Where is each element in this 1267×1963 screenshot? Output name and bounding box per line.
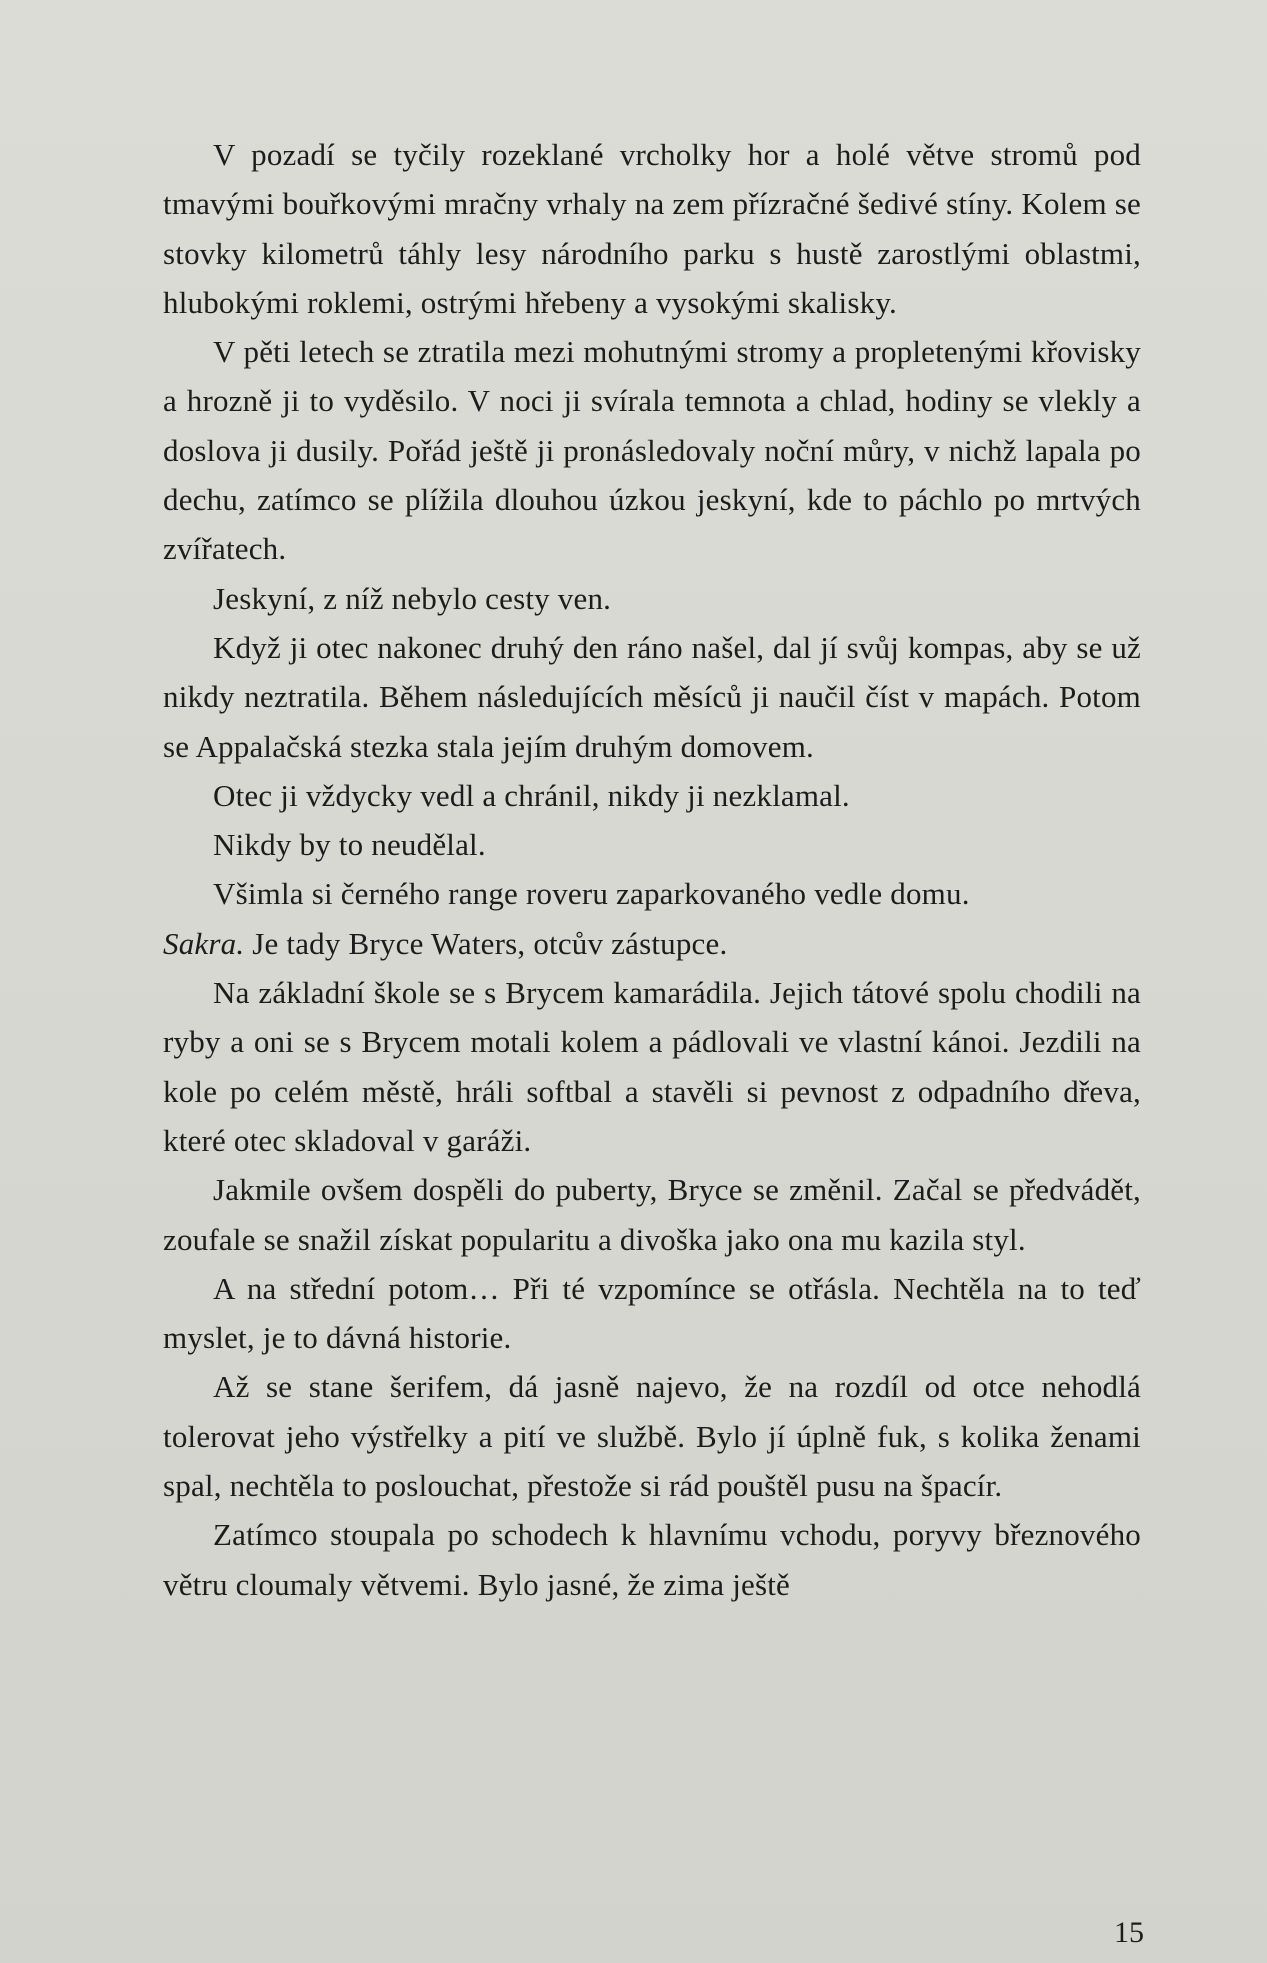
- paragraph-12: Až se stane šerifem, dá jasně najevo, že na rozdíl od otce nehodlá tolerovat jeho výstřelky a pití ve službě. Bylo jí úplně fuk, s kolika ženami spal, nechtěla to poslouchat, přestože si rád pouštěl pusu na špacír.: [163, 1369, 1141, 1504]
- body-text: [163, 130, 1141, 1609]
- paragraph-13: Zatímco stoupala po schodech k hlavnímu vchodu, poryvy březnového větru cloumaly větvemi. Bylo jasné, že zima ještě: [163, 1517, 1141, 1602]
- paragraph-5: Otec ji vždycky vedl a chránil, nikdy ji nezklamal.: [213, 777, 850, 813]
- paragraph-4: Když ji otec nakonec druhý den ráno našel, dal jí svůj kompas, aby se už nikdy neztratila. Během následujících měsíců ji naučil číst v mapách. Potom se Appalačská stezka stala jejím druhým domovem.: [163, 629, 1141, 764]
- paragraph-8: [163, 919, 1141, 968]
- paragraph-3: Jeskyní, z níž nebylo cesty ven.: [213, 580, 612, 616]
- italic-word: Sakra.: [163, 925, 245, 961]
- paragraph-7: Všimla si černého range roveru zaparkovaného vedle domu.: [213, 876, 970, 912]
- paragraph-11: A na střední potom… Při té vzpomínce se otřásla. Nechtěla na to teď myslet, je to dávná historie.: [163, 1270, 1141, 1356]
- paragraph-2: V pěti letech se ztratila mezi mohutnými stromy a propletenými křovisky a hrozně ji to vyděsilo. V noci ji svírala temnota a chlad, hodiny se vlekly a doslova ji dusily. Pořád ještě ji pronásledovaly noční můry, v nichž lapala po dechu, zatímco se plížila dlouhou úzkou jeskyní, kde to páchlo po mrtvých zvířatech.: [163, 334, 1141, 567]
- paragraph-6: Nikdy by to neudělal.: [213, 827, 486, 863]
- paragraph-10: Jakmile ovšem dospěli do puberty, Bryce se změnil. Začal se předvádět, zoufale se snažil získat popularitu a divoška jako ona mu kazila styl.: [163, 1172, 1141, 1257]
- paragraph-9: Na základní škole se s Brycem kamarádila. Jejich tátové spolu chodili na ryby a oni se s Brycem motali kolem a pádlovali ve vlastní kánoi. Jezdili na kole po celém městě, hráli softbal a stavěli si pevnost z odpadního dřeva, které otec skladoval v garáži.: [163, 975, 1141, 1158]
- paragraph-1: V pozadí se tyčily rozeklané vrcholky hor a holé větve stromů pod tmavými bouřkovými mračny vrhaly na zem přízračné šedivé stíny. Kolem se stovky kilometrů táhly lesy národního parku s hustě zarostlými oblastmi, hlubokými roklemi, ostrými hřebeny a vysokými skalisky.: [163, 137, 1141, 320]
- paragraph-8-rest: Je tady Bryce Waters, otcův zástupce.: [244, 925, 728, 961]
- page-number: 15: [1114, 1916, 1144, 1949]
